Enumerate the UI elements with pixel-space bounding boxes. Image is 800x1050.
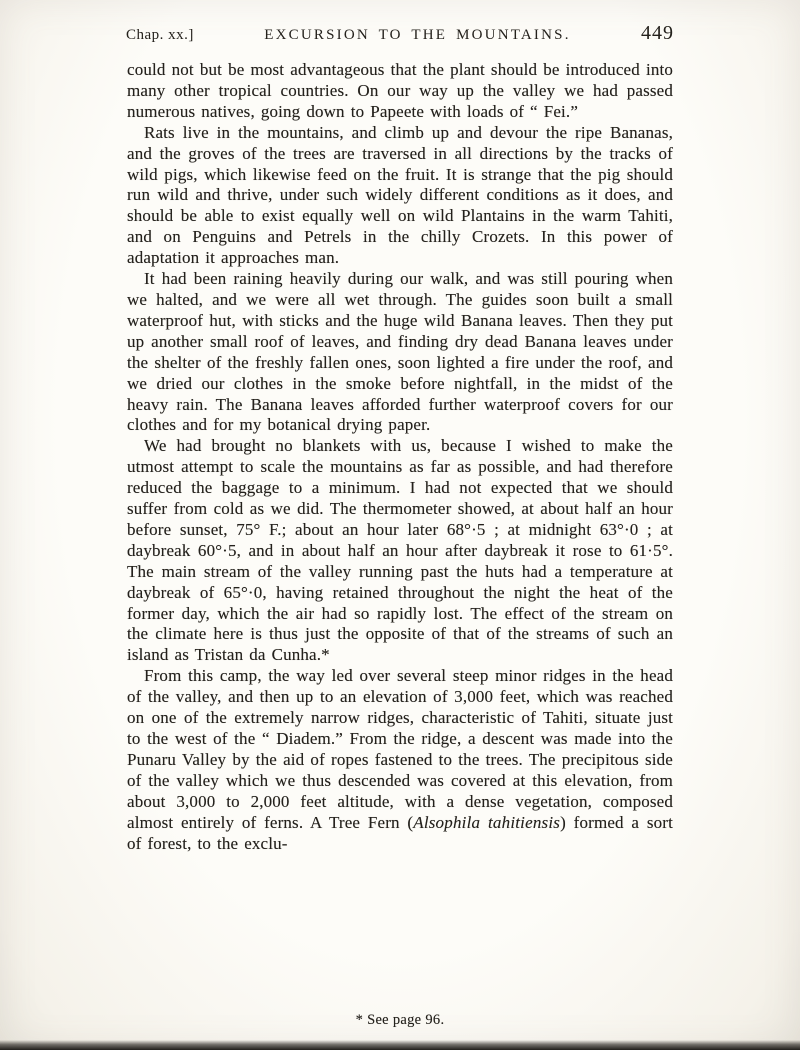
species-name-italic: Alsophila tahitiensis bbox=[413, 812, 561, 832]
page-edge-shadow bbox=[0, 1040, 800, 1050]
paragraph-text: ) formed a sort of forest, to the exclu- bbox=[127, 812, 673, 853]
paragraph: It had been raining heavily during our walk, and was still pouring when we halted, and we were all wet through. The guides soon built a small waterproof hut, with sticks and the huge wild Banana leaves. Then they put up another small roof of leaves, and finding dry dead Banana leaves under the shelter of the freshly fallen ones, soon lighted a fire under the roof, and we dried our clothes in the smoke before nightfall, in the midst of the heavy rain. The Banana leaves afforded further waterproof covers for our clothes and for my botanical drying paper. bbox=[127, 269, 673, 435]
footnote: * See page 96. bbox=[355, 1012, 445, 1028]
page-number: 449 bbox=[641, 22, 674, 44]
paragraph-text: From this camp, the way led over several steep minor ridges in the head of the valley, and then up to an elevation of 3,000 feet, which was reached on one of the extremely narrow ridges, characteristic of Tahiti, situate just to the west of the “ Diadem.” From the ridge, a descent was made into the Punaru Valley by the aid of ropes fastened to the trees. The precipitous side of the valley which we thus descended was covered at this elevation, from about 3,000 to 2,000 feet altitude, with a dense vegetation, composed almost entirely of ferns. A Tree Fern ( bbox=[127, 666, 673, 832]
paragraph: We had brought no blankets with us, because I wished to make the utmost attempt to scale the mountains as far as possible, and had therefore reduced the baggage to a minimum. I had not expected that we should suffer from cold as we did. The thermometer showed, at about half an hour before sunset, 75° F.; about an hour later 68°·5 ; at midnight 63°·0 ; at daybreak 60°·5, and in about half an hour after daybreak it rose to 61·5°. The main stream of the valley running past the huts had a temperature at daybreak of 65°·0, having retained throughout the night the heat of the former day, which the air had so rapidly lost. The effect of the stream on the climate here is thus just the opposite of that of the streams of such an island as Tristan da Cunha.* bbox=[127, 436, 673, 665]
paragraph: Rats live in the mountains, and climb up and devour the ripe Bananas, and the groves of the trees are traversed in all directions by the tracks of wild pigs, which likewise feed on the fruit. It is strange that the pig should run wild and thrive, under such widely different conditions as it does, and should be able to exist equally well on wild Plantains in the warm Tahiti, and on Penguins and Petrels in the chilly Crozets. In this power of adaptation it approaches man. bbox=[127, 122, 673, 268]
paragraph bbox=[127, 666, 673, 854]
page-body bbox=[127, 60, 673, 854]
paragraph-continuation: could not but be most advantageous that the plant should be introduced into many other tropical countries. On our way up the valley we had passed numerous natives, going down to Papeete with loads of “ Fei.” bbox=[127, 60, 673, 121]
chapter-label: Chap. xx.] bbox=[126, 27, 194, 43]
running-title: EXCURSION TO THE MOUNTAINS. bbox=[264, 27, 571, 43]
page-header bbox=[126, 22, 674, 45]
